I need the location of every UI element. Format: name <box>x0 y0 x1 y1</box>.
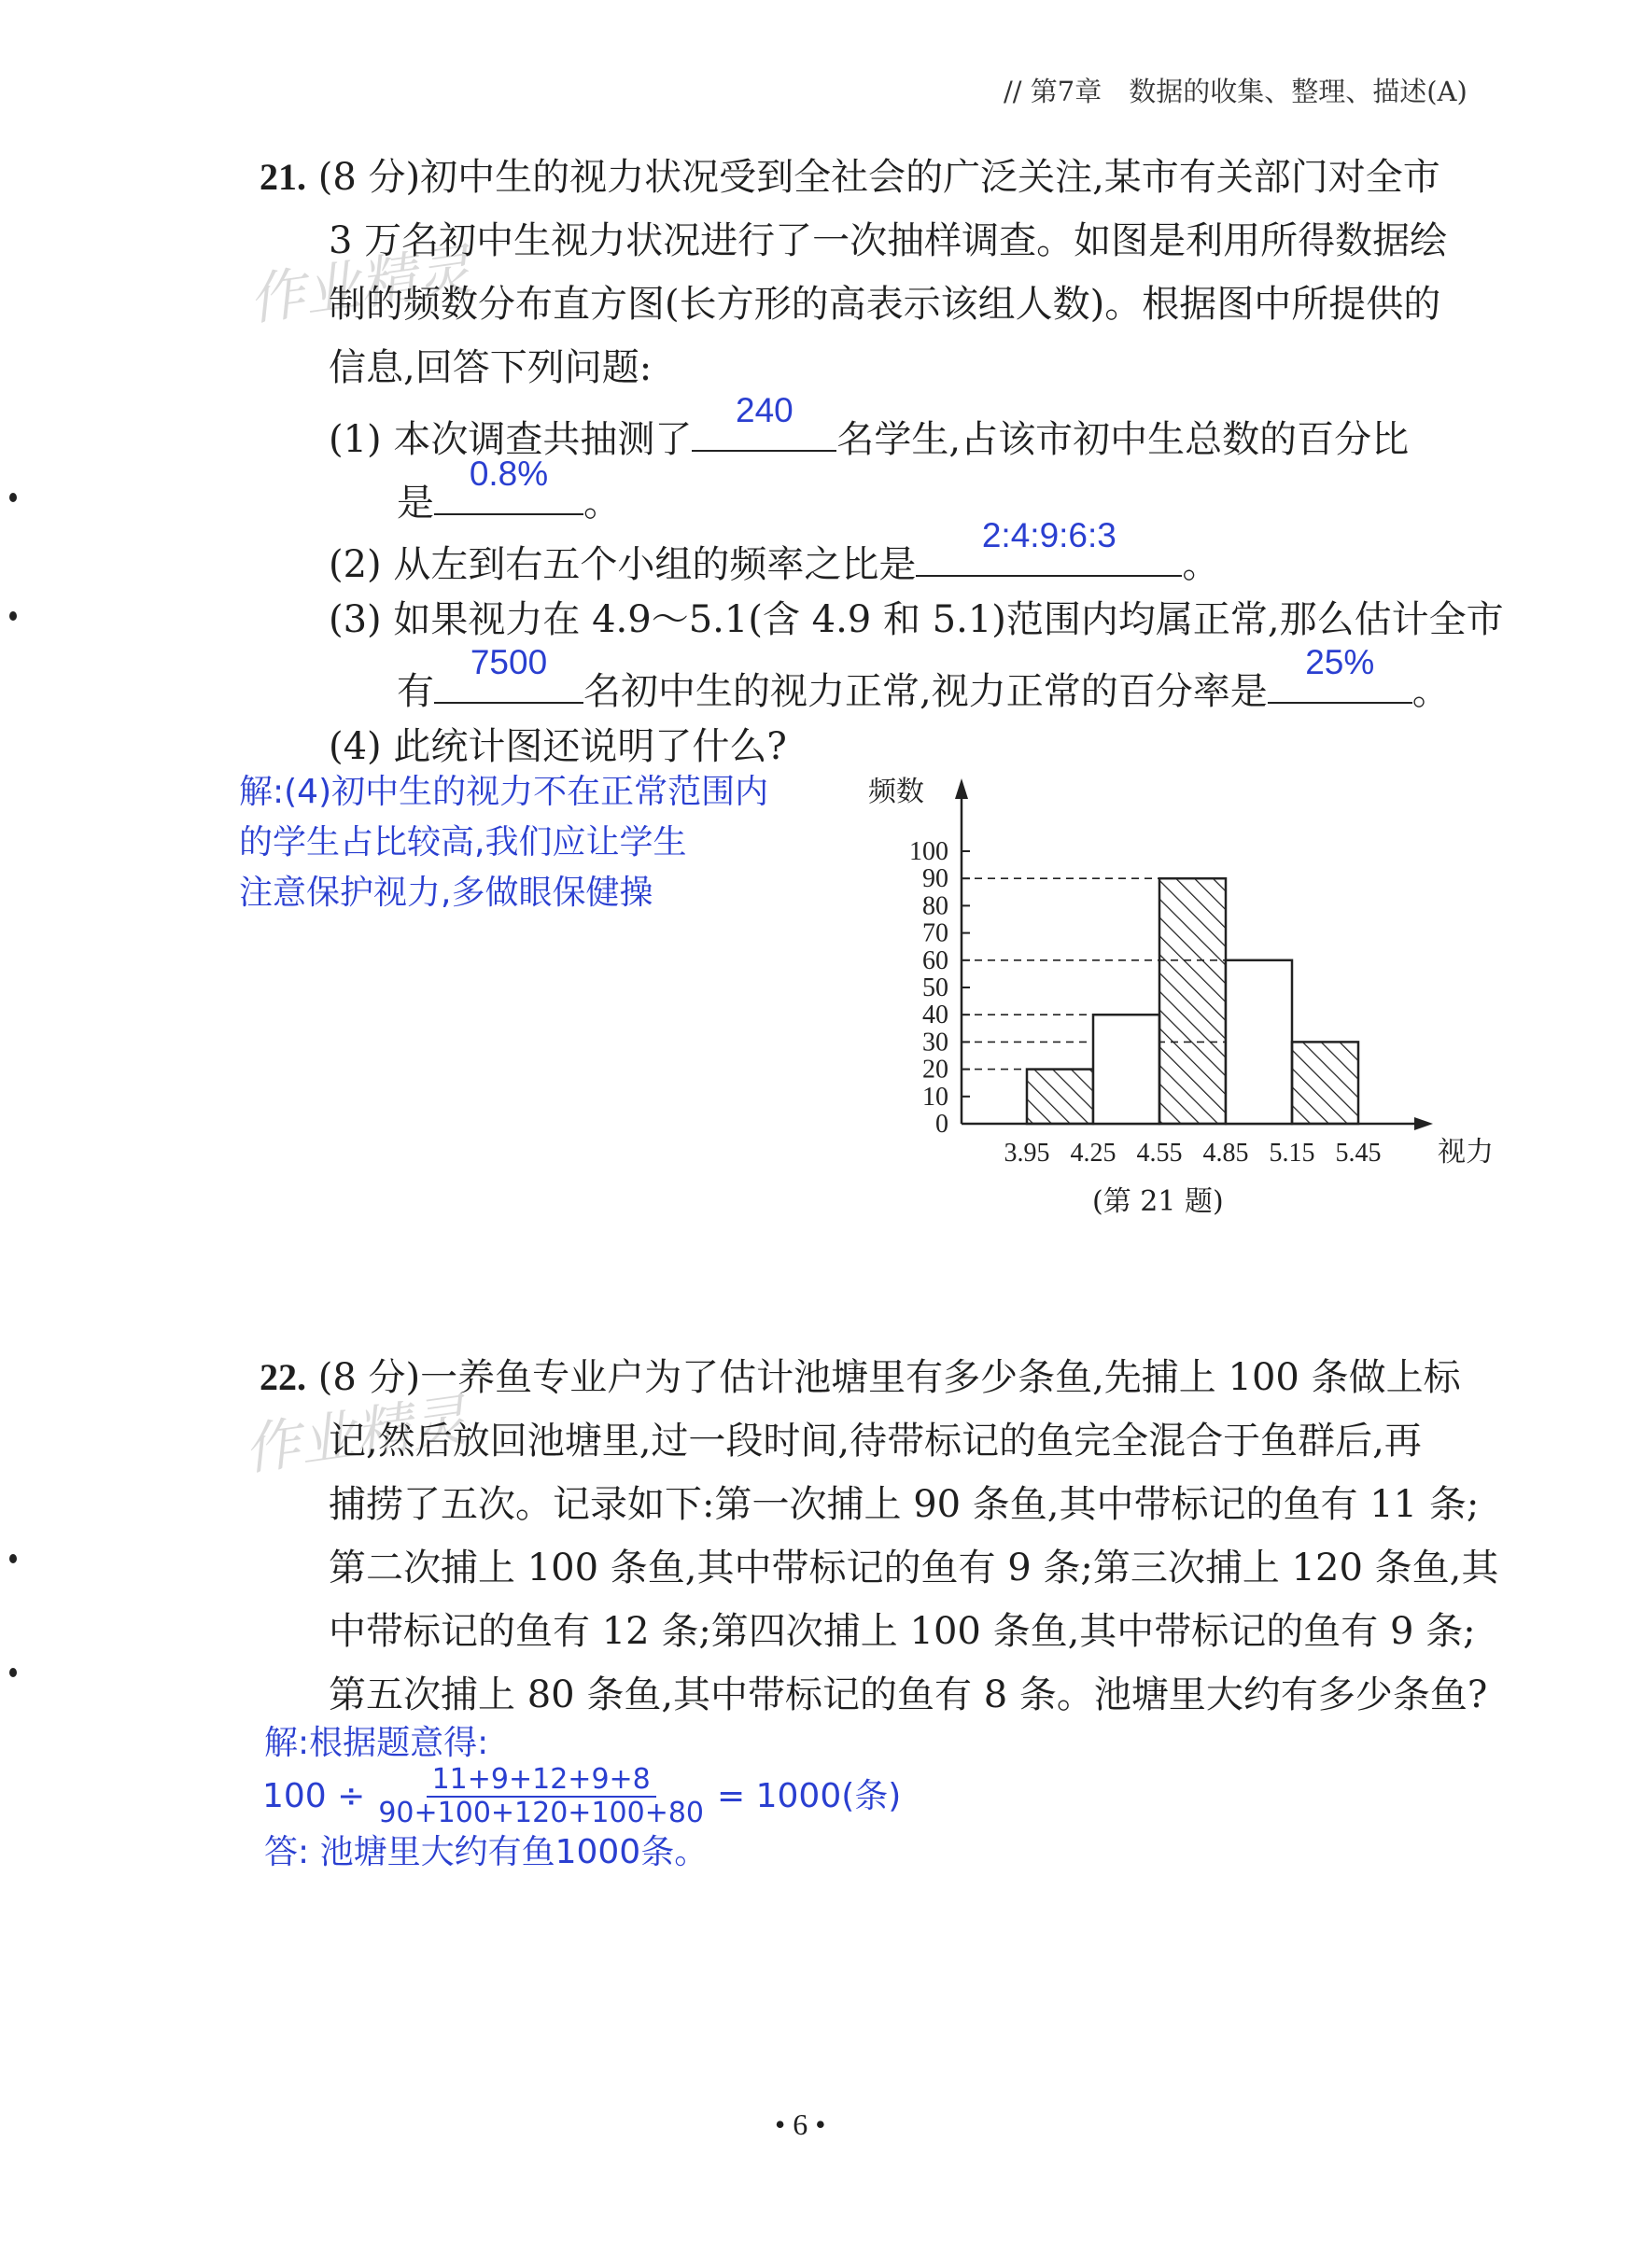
x-axis-label: 视力 <box>1438 1137 1494 1168</box>
margin-mark <box>9 493 17 502</box>
q21-part3-mid: 名初中生的视力正常,视力正常的百分率是 <box>583 670 1268 713</box>
y-tick-label: 10 <box>922 1082 948 1112</box>
y-tick-label: 70 <box>922 918 948 948</box>
answer-blank <box>1268 643 1412 704</box>
q21-part1-pre: (1) 本次调查共抽测了 <box>329 418 693 461</box>
q22-number: 22. <box>260 1356 306 1398</box>
q22-stem-3: 捕捞了五次。记录如下:第一次捕上 90 条鱼,其中带标记的鱼有 11 条; <box>329 1483 1480 1526</box>
x-axis-arrow <box>1414 1117 1433 1130</box>
q21-stem-1: (8 分)初中生的视力状况受到全社会的广泛关注,某市有关部门对全市 <box>317 156 1440 199</box>
histogram-bar <box>1093 1015 1159 1124</box>
q22-equation <box>262 1764 901 1829</box>
q21-stem-3: 制的频数分布直方图(长方形的高表示该组人数)。根据图中所提供的 <box>329 283 1441 326</box>
equation-left: 100 ÷ <box>262 1777 366 1815</box>
fraction-numerator: 11+9+12+9+8 <box>427 1764 656 1798</box>
y-tick-label: 20 <box>922 1055 948 1085</box>
fraction-denominator: 90+100+120+100+80 <box>378 1797 705 1829</box>
answer-text: 7500 <box>470 643 548 681</box>
answer-text: 0.8% <box>469 455 549 493</box>
histogram-chart <box>840 765 1494 1232</box>
y-tick-label: 90 <box>922 864 948 894</box>
answer-blank <box>692 391 836 452</box>
y-tick-label: 50 <box>922 973 948 1002</box>
answer-blank <box>434 455 583 515</box>
histogram-bar <box>1159 878 1226 1124</box>
q21-part1-pre2: 是 <box>397 482 434 525</box>
q21-part1-post: 。 <box>583 482 621 525</box>
q21-part3-pre: 有 <box>397 670 434 713</box>
equation-right: = 1000(条) <box>717 1777 902 1815</box>
margin-mark <box>9 1668 17 1677</box>
histogram-bar <box>1292 1042 1358 1124</box>
y-tick-label: 40 <box>922 1001 948 1030</box>
q21-part3-line2 <box>397 643 1450 714</box>
q22-stem-1: (8 分)一养鱼专业户为了估计池塘里有多少条鱼,先捕上 100 条做上标 <box>317 1356 1461 1399</box>
y-tick-label: 30 <box>922 1028 948 1057</box>
x-tick-label: 5.15 <box>1269 1139 1315 1168</box>
q21-number: 21. <box>260 156 306 198</box>
q22-line-1 <box>260 1355 1461 1400</box>
margin-mark <box>9 611 17 621</box>
y-axis-label: 频数 <box>868 777 924 807</box>
margin-mark <box>9 1554 17 1563</box>
y-tick-label: 100 <box>909 837 948 866</box>
answer-text: 240 <box>736 391 793 429</box>
watermark-logo: 作业精灵 <box>239 1387 471 1484</box>
answer-text: 2:4:9:6:3 <box>981 516 1116 554</box>
y-axis-arrow <box>955 778 968 799</box>
q22-stem-5: 中带标记的鱼有 12 条;第四次捕上 100 条鱼,其中带标记的鱼有 9 条; <box>329 1610 1476 1653</box>
x-tick-label: 4.85 <box>1202 1139 1249 1168</box>
q21-answer-line-1: 解:(4)初中生的视力不在正常范围内 <box>239 773 769 811</box>
q21-answer-line-2: 的学生占比较高,我们应让学生 <box>239 823 687 861</box>
q21-part1-line2 <box>397 455 621 525</box>
q21-stem-2: 3 万名初中生视力状况进行了一次抽样调查。如图是利用所得数据绘 <box>329 219 1448 262</box>
answer-blank <box>916 516 1182 577</box>
q21-stem-4: 信息,回答下列问题: <box>329 346 653 389</box>
x-tick-label: 4.55 <box>1136 1139 1183 1168</box>
q21-part1-mid: 名学生,占该市初中生总数的百分比 <box>836 418 1410 461</box>
y-tick-label: 60 <box>922 945 948 975</box>
equation-fraction <box>372 1764 709 1829</box>
q21-part2-pre: (2) 从左到右五个小组的频率之比是 <box>329 543 917 586</box>
x-tick-label: 5.45 <box>1335 1139 1382 1168</box>
watermark-logo: 作业精灵 <box>244 237 476 334</box>
x-tick-label: 3.95 <box>1004 1139 1050 1168</box>
q21-part3-post: 。 <box>1411 670 1450 713</box>
q21-part2-post: 。 <box>1182 543 1220 586</box>
x-tick-label: 4.25 <box>1070 1139 1116 1168</box>
y-tick-label: 0 <box>935 1110 948 1139</box>
q21-part3-line1: (3) 如果视力在 4.9～5.1(含 4.9 和 5.1)范围内均属正常,那么估计全市 <box>329 598 1504 641</box>
chapter-header: // 第7章 数据的收集、整理、描述(A) <box>1004 76 1468 107</box>
q21-answer-line-3: 注意保护视力,多做眼保健操 <box>239 874 653 912</box>
answer-blank <box>434 643 583 704</box>
page-number: • 6 • <box>775 2107 826 2141</box>
q22-solution-head: 解:根据题意得: <box>264 1724 489 1762</box>
y-tick-label: 80 <box>922 891 948 921</box>
q22-solution-answer: 答: 池塘里大约有鱼1000条。 <box>264 1833 709 1871</box>
q22-stem-4: 第二次捕上 100 条鱼,其中带标记的鱼有 9 条;第三次捕上 120 条鱼,其 <box>329 1547 1499 1589</box>
histogram-bar <box>1027 1070 1093 1124</box>
q21-line-1 <box>260 155 1440 200</box>
q22-stem-2: 记,然后放回池塘里,过一段时间,待带标记的鱼完全混合于鱼群后,再 <box>329 1420 1422 1463</box>
q22-stem-6: 第五次捕上 80 条鱼,其中带标记的鱼有 8 条。池塘里大约有多少条鱼? <box>329 1673 1488 1716</box>
q21-part2 <box>329 516 1220 587</box>
answer-text: 25% <box>1305 643 1375 681</box>
q21-part4: (4) 此统计图还说明了什么? <box>329 725 787 768</box>
histogram-bar <box>1226 960 1292 1124</box>
figure-caption: (第 21 题) <box>1092 1185 1224 1218</box>
